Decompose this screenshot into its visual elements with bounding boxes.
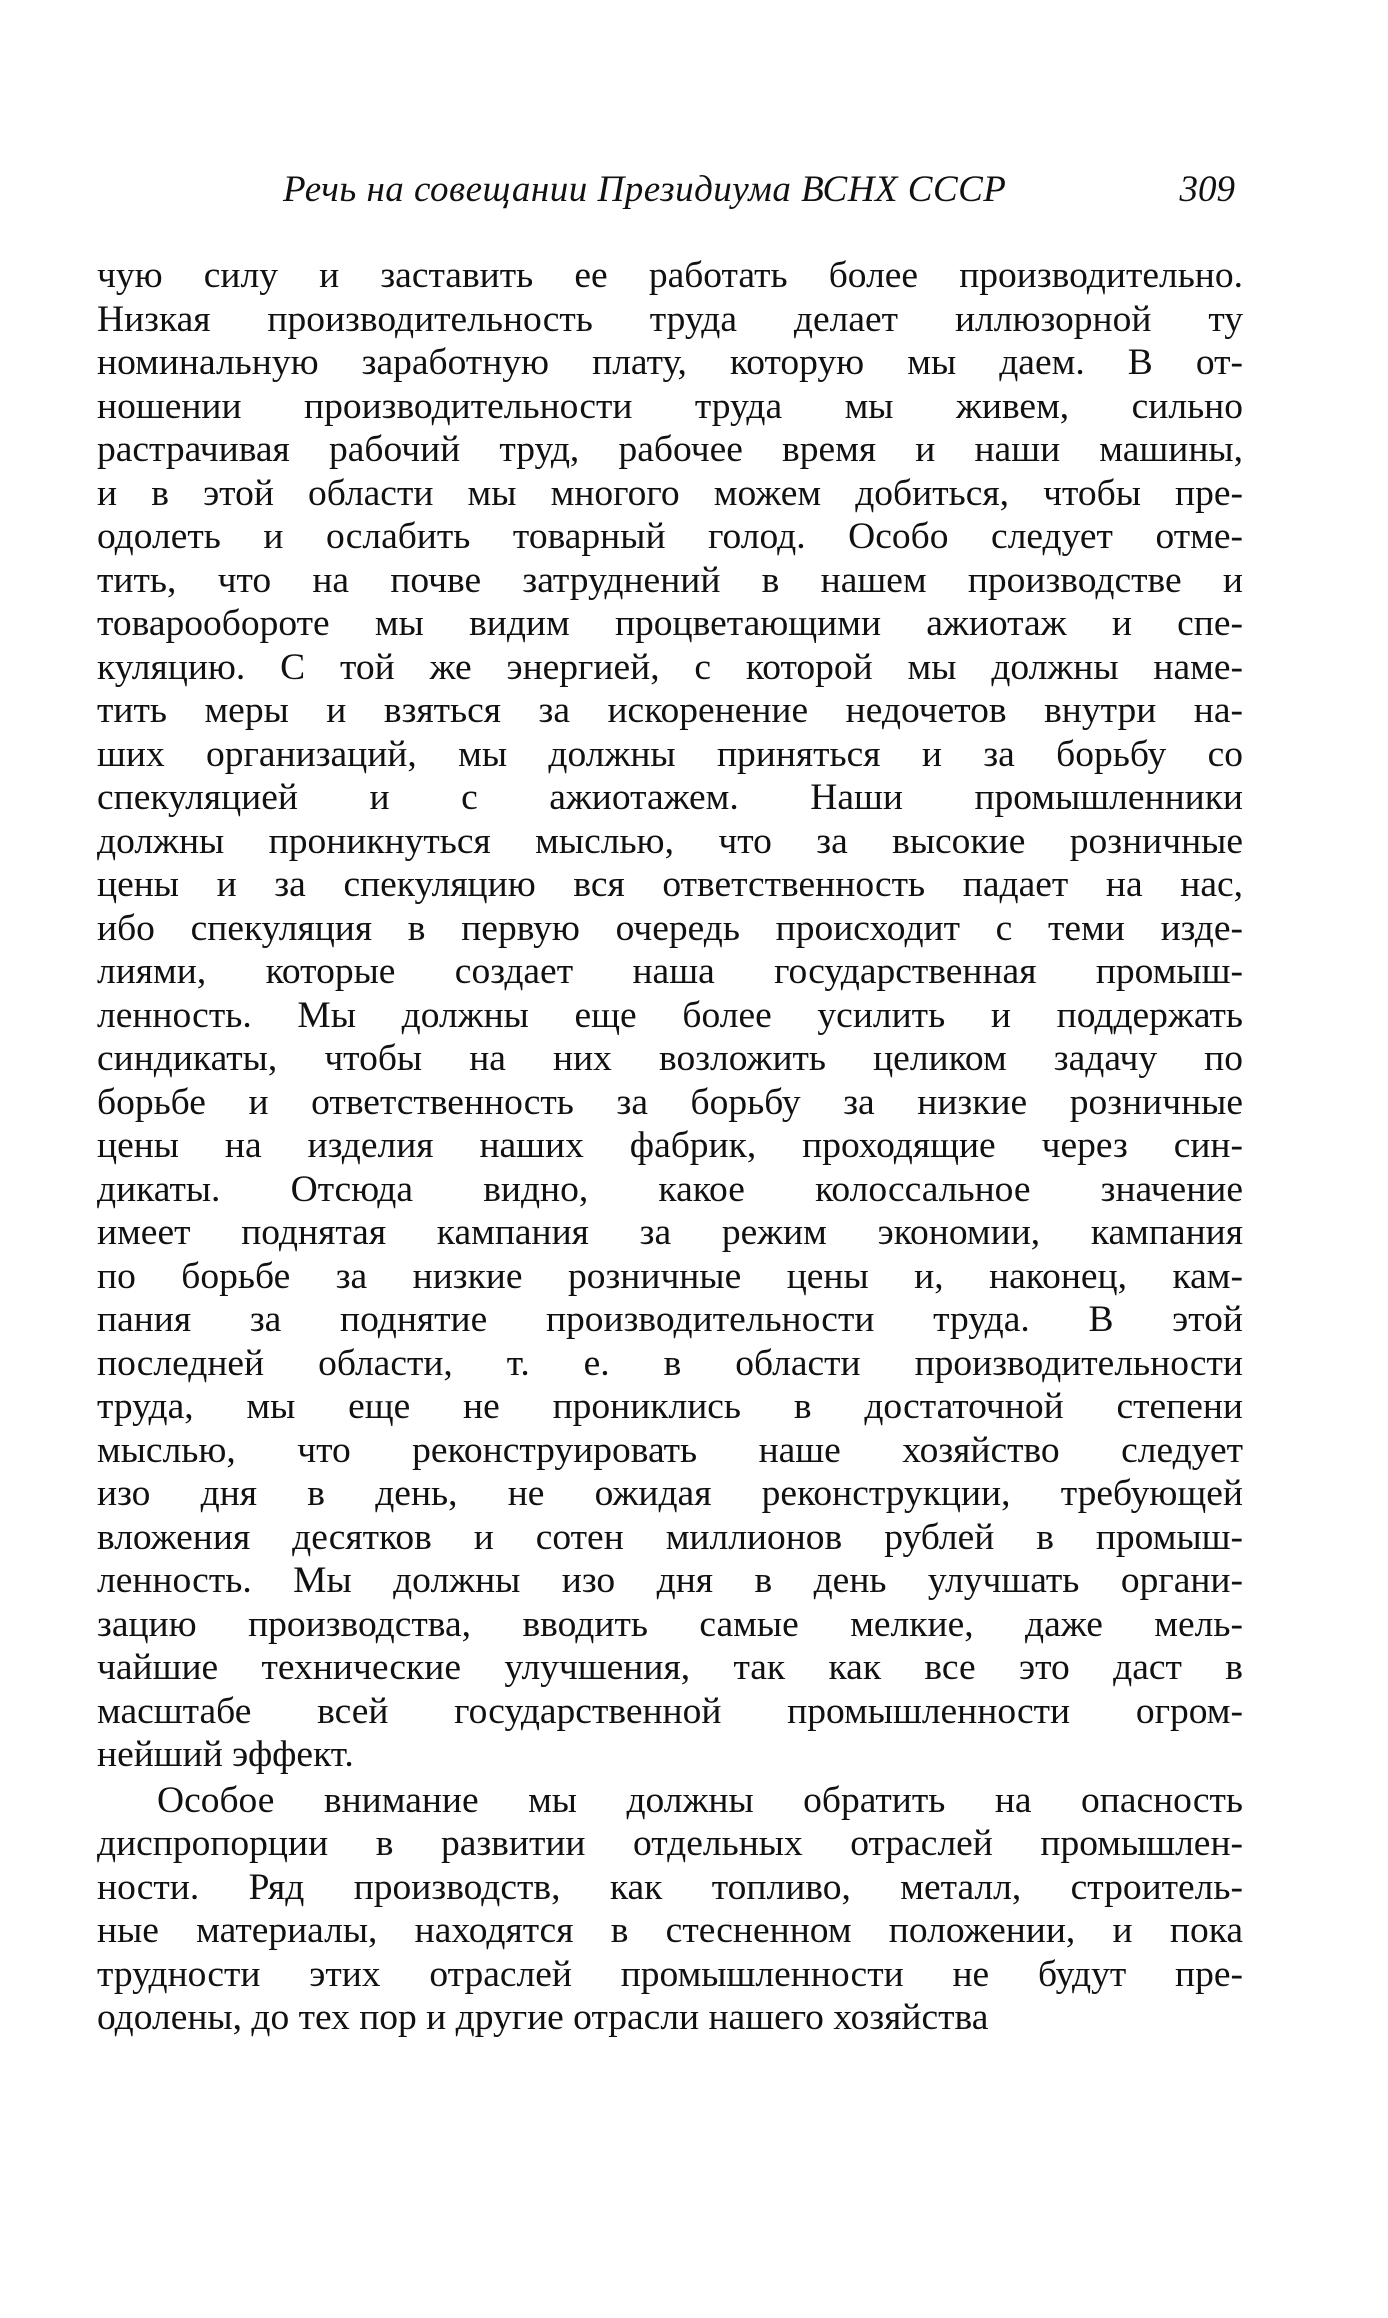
running-head	[97, 168, 1243, 220]
text-line: дикаты. Отсюда видно, какое колоссальное значение	[97, 1168, 1243, 1210]
text-line: пания за поднятие производительности труда. В этой	[97, 1299, 1243, 1340]
text-line: мыслью, что реконструировать наше хозяйство следует	[97, 1429, 1243, 1471]
text-line: имеет поднятая кампания за режим экономии, кампания	[97, 1212, 1243, 1253]
text-line: спекуляцией и с ажиотажем. Наши промышленники	[97, 777, 1243, 818]
text-line: ленность. Мы должны еще более усилить и поддержать	[97, 994, 1243, 1036]
text-line: и в этой области мы многого можем добиться, чтобы пре-	[97, 472, 1243, 514]
text-line: масштабе всей государственной промышленности огром-	[97, 1690, 1243, 1732]
text-line: чую силу и заставить ее работать более производительно.	[97, 255, 1243, 296]
text-line: ибо спекуляция в первую очередь происходит с теми изде-	[97, 907, 1243, 949]
paragraph-2	[97, 1779, 1243, 2040]
text-line: Низкая производительность труда делает иллюзорной ту	[97, 298, 1243, 340]
text-line: изо дня в день, не ожидая реконструкции, требующей	[97, 1473, 1243, 1514]
text-line: диспропорции в развитии отдельных отраслей промышлен-	[97, 1823, 1243, 1864]
text-line: ные материалы, находятся в стесненном положении, и пока	[97, 1910, 1243, 1951]
text-line: тить меры и взяться за искоренение недочетов внутри на-	[97, 690, 1243, 731]
text-line: цены на изделия наших фабрик, проходящие через син-	[97, 1125, 1243, 1166]
text-line: трудности этих отраслей промышленности не будут пре-	[97, 1953, 1243, 1995]
text-line: ношении производительности труда мы живем, сильно	[97, 385, 1243, 427]
text-line: куляцию. С той же энергией, с которой мы должны наме-	[97, 646, 1243, 688]
text-line: ших организаций, мы должны приняться и за борьбу со	[97, 733, 1243, 775]
text-line: товарообороте мы видим процветающими ажиотаж и спе-	[97, 603, 1243, 644]
body-text	[97, 254, 1243, 2040]
text-line: лиями, которые создает наша государственная промыш-	[97, 951, 1243, 992]
text-line: цены и за спекуляцию вся ответственность падает на нас,	[97, 864, 1243, 905]
page-number: 309	[1179, 169, 1235, 210]
text-line: синдикаты, чтобы на них возложить целиком задачу по	[97, 1038, 1243, 1079]
text-line: ности. Ряд производств, как топливо, металл, строитель-	[97, 1866, 1243, 1908]
text-line: одолены, до тех пор и другие отрасли нашего хозяйства	[97, 1997, 989, 2038]
text-line: ленность. Мы должны изо дня в день улучшать органи-	[97, 1560, 1243, 1601]
text-line: вложения десятков и сотен миллионов рублей в промыш-	[97, 1516, 1243, 1558]
text-line: последней области, т. е. в области производительности	[97, 1342, 1243, 1384]
text-line: чайшие технические улучшения, так как все это даст в	[97, 1647, 1243, 1688]
text-line: Особое внимание мы должны обратить на опасность	[157, 1779, 1243, 1821]
text-line: должны проникнуться мыслью, что за высокие розничные	[97, 820, 1243, 862]
text-line: по борьбе за низкие розничные цены и, наконец, кам-	[97, 1255, 1243, 1297]
text-line: труда, мы еще не прониклись в достаточной степени	[97, 1386, 1243, 1427]
text-line: борьбе и ответственность за борьбу за низкие розничные	[97, 1081, 1243, 1123]
text-line: зацию производства, вводить самые мелкие, даже мель-	[97, 1603, 1243, 1645]
paragraph-1	[97, 254, 1243, 1777]
text-line: нейший эффект.	[97, 1734, 354, 1775]
text-line: номинальную заработную плату, которую мы даем. В от-	[97, 342, 1243, 383]
text-line: растрачивая рабочий труд, рабочее время и наши машины,	[97, 429, 1243, 470]
text-line: тить, что на почве затруднений в нашем производстве и	[97, 559, 1243, 601]
text-line: одолеть и ослабить товарный голод. Особо следует отме-	[97, 516, 1243, 557]
running-title: Речь на совещании Президиума ВСНХ СССР	[283, 169, 1007, 210]
